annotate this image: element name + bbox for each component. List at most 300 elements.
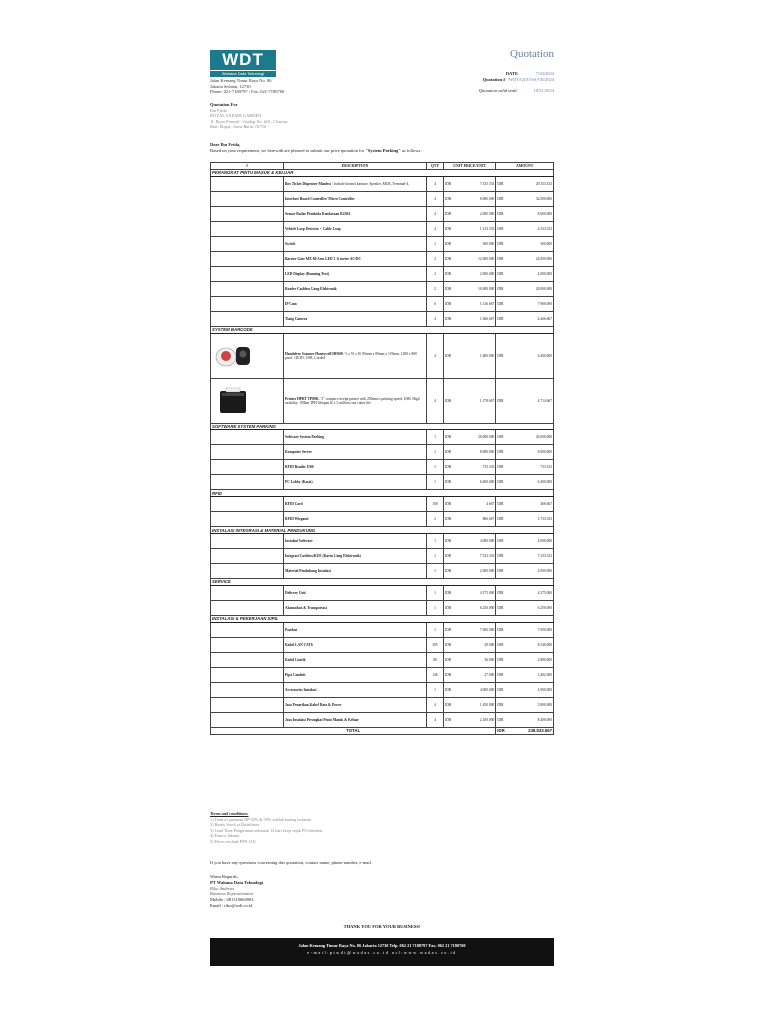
item-amount: 2.880.000	[508, 652, 553, 667]
quotation-meta	[434, 71, 554, 94]
section-row	[211, 490, 554, 497]
section-row	[211, 527, 554, 534]
price-currency: IDR	[444, 251, 457, 266]
table-row	[211, 682, 554, 697]
item-description	[284, 191, 427, 206]
item-description	[284, 497, 427, 512]
amount-currency: IDR	[496, 206, 509, 221]
table-row	[211, 667, 554, 682]
amount-currency: IDR	[496, 637, 509, 652]
amount-currency: IDR	[496, 622, 509, 637]
item-qty: 6	[427, 296, 444, 311]
price-currency: IDR	[444, 266, 457, 281]
item-name: RFID Card	[285, 502, 303, 507]
table-row	[211, 251, 554, 266]
amount-currency: IDR	[496, 445, 509, 460]
table-row	[211, 497, 554, 512]
item-description	[284, 475, 427, 490]
item-image-cell	[211, 251, 284, 266]
item-unit-price: 4.375.000	[456, 585, 496, 600]
table-row	[211, 533, 554, 548]
item-name: PC Lobby (Kasir)	[285, 480, 313, 485]
price-currency: IDR	[444, 563, 457, 578]
item-description	[284, 206, 427, 221]
item-amount: 4.000.000	[508, 266, 553, 281]
price-currency: IDR	[444, 622, 457, 637]
item-unit-price: 866.667	[456, 512, 496, 527]
items-table	[210, 162, 554, 735]
item-name: RFID Reader USB	[285, 465, 314, 470]
item-unit-price: 27.000	[456, 667, 496, 682]
item-amount: 24.000.000	[508, 251, 553, 266]
amount-currency: IDR	[496, 712, 509, 727]
table-row	[211, 697, 554, 712]
table-row	[211, 296, 554, 311]
item-unit-price: 7.333.333	[456, 176, 496, 191]
item-image-cell	[211, 333, 284, 378]
item-unit-price: 6.400.000	[456, 475, 496, 490]
item-name: Kabel Listrik	[285, 657, 306, 662]
item-image-cell	[211, 430, 284, 445]
item-amount: 2.000.000	[508, 563, 553, 578]
logo-mark: WDT	[210, 50, 276, 70]
regards-line: Warm Regards,	[210, 874, 238, 879]
price-currency: IDR	[444, 712, 457, 727]
footer-address: Jalan Kemang Timur Raya No. 86 Jakarta 12730 Telp. 062 21 7180797 Fax. 062 21 7180760	[298, 943, 466, 948]
amount-currency: IDR	[496, 600, 509, 615]
item-description	[284, 176, 427, 191]
price-currency: IDR	[444, 600, 457, 615]
signer-name: Riko Andreas	[210, 885, 235, 891]
terms-line: 5) Prices exclude PPN 11%	[210, 838, 257, 844]
table-row	[211, 445, 554, 460]
quotation-for-label: Quotation For	[210, 102, 238, 107]
item-description	[284, 296, 427, 311]
amount-currency: IDR	[496, 296, 509, 311]
item-qty: 4	[427, 191, 444, 206]
item-image-cell	[211, 682, 284, 697]
amount-currency: IDR	[496, 548, 509, 563]
item-image-cell	[211, 281, 284, 296]
item-name: Interface Board Controller/ Micro Controller	[285, 196, 355, 201]
item-amount: 8.540.000	[508, 637, 553, 652]
company-address	[210, 78, 284, 95]
price-currency: IDR	[444, 221, 457, 236]
item-unit-price: 2.000.000	[456, 563, 496, 578]
item-amount: 8.000.000	[508, 445, 553, 460]
item-amount: 20.000.000	[508, 281, 553, 296]
date-value: 7/30/2024	[535, 71, 554, 76]
item-name: LED Display (Running Text)	[285, 271, 330, 276]
item-amount: 32.000.000	[508, 191, 553, 206]
amount-currency: IDR	[496, 460, 509, 475]
item-image-cell	[211, 378, 284, 423]
item-image-cell	[211, 445, 284, 460]
contact-note: If you have any questions concerning this quotation, contact name, phone number, e-mail.	[210, 860, 373, 865]
item-qty: 126	[427, 667, 444, 682]
item-qty: 1	[427, 600, 444, 615]
amount-currency: IDR	[496, 585, 509, 600]
item-qty: 1	[427, 585, 444, 600]
item-name: Software System Parking	[285, 435, 324, 440]
item-qty: 1	[427, 430, 444, 445]
item-qty: 305	[427, 637, 444, 652]
item-image-cell	[211, 296, 284, 311]
item-qty: 1	[427, 563, 444, 578]
item-image-cell	[211, 497, 284, 512]
price-currency: IDR	[444, 191, 457, 206]
item-amount: 8.400.000	[508, 712, 553, 727]
terms-line: 1) Term of payment DP 50% & 50% setelah barang terkirim	[210, 816, 311, 822]
item-detail: / L x W x H: 85mm x 89mm x 119mm, 1280 x 800 pixel, 1D/2D, USB, Corded	[285, 351, 417, 360]
valid-until-label: Quotation valid until:	[478, 88, 518, 94]
terms-line: 2) Ready Stock at Distributor	[210, 822, 260, 827]
item-name: Komputer Server	[285, 450, 312, 455]
item-name: Pondasi	[285, 627, 298, 632]
item-unit-price: 2.100.000	[456, 712, 496, 727]
table-row	[211, 563, 554, 578]
greeting-block	[210, 142, 421, 153]
item-description	[284, 221, 427, 236]
date-label: DATE	[505, 71, 518, 76]
section-title: PERANGKAT PINTU MASUK & KELUAR	[211, 170, 554, 177]
item-qty: 1	[427, 236, 444, 251]
item-name: Instalasi Software	[285, 538, 313, 543]
item-qty: 1	[427, 460, 444, 475]
item-name: Pipa Conduit	[285, 672, 306, 677]
item-unit-price: 300.000	[456, 236, 496, 251]
total-currency: IDR	[496, 727, 509, 734]
company-name: PT Wahana Data Teknologi	[210, 879, 263, 885]
item-qty: 100	[427, 497, 444, 512]
amount-currency: IDR	[496, 533, 509, 548]
price-currency: IDR	[444, 497, 457, 512]
section-row	[211, 326, 554, 333]
item-qty: 1	[427, 548, 444, 563]
amount-currency: IDR	[496, 652, 509, 667]
item-amount: 4.375.000	[508, 585, 553, 600]
signer-role: Business Representative	[210, 891, 254, 897]
item-description	[284, 460, 427, 475]
section-title: SYSTEM BARCODE	[211, 326, 554, 333]
price-currency: IDR	[444, 697, 457, 712]
footer-bar	[210, 938, 554, 966]
item-description	[284, 563, 427, 578]
amount-currency: IDR	[496, 497, 509, 512]
item-description	[284, 281, 427, 296]
item-amount: 7.000.000	[508, 622, 553, 637]
table-row	[211, 652, 554, 667]
item-amount: 733.333	[508, 460, 553, 475]
item-amount: 3.402.000	[508, 667, 553, 682]
item-unit-price: 1.178.667	[456, 378, 496, 423]
item-description	[284, 236, 427, 251]
item-name: Box Ticket Dispenser Manless	[285, 181, 332, 186]
item-image-cell	[211, 475, 284, 490]
signer-mobile: Mobile : 081310664903	[210, 897, 254, 903]
amount-currency: IDR	[496, 266, 509, 281]
intro-project: "System Parking"	[365, 147, 401, 153]
amount-currency: IDR	[496, 475, 509, 490]
item-amount: 1.733.333	[508, 512, 553, 527]
item-image-cell	[211, 206, 284, 221]
amount-currency: IDR	[496, 281, 509, 296]
item-description	[284, 333, 427, 378]
item-name: Akomodasi & Transportasi	[285, 605, 327, 610]
quotation-number-value: /WDT/QUO/SS/VII/2024	[507, 76, 554, 82]
item-unit-price: 1.133.333	[456, 221, 496, 236]
item-amount: 7.333.333	[508, 548, 553, 563]
item-name: Reader Cashless Uang Elektronik	[285, 286, 337, 291]
item-name: Barrier Gate MX-60 Arm LED 3 -6 meter AC/DC	[285, 256, 362, 261]
item-name: Jasa Penarikan Kabel Data & Power	[285, 702, 342, 707]
col-header-unit-price: UNIT PRICE/UNIT	[444, 163, 496, 170]
col-header-amount: AMOUNT	[496, 163, 554, 170]
item-image-cell	[211, 266, 284, 281]
item-detail: / 3" compact receipt printer with 250mm/s printing speed, USB. High usability: 100km TPH lifespan & 1.5 million cuts cutter life	[285, 396, 420, 405]
amount-currency: IDR	[496, 333, 509, 378]
item-unit-price: 1.600.000	[456, 333, 496, 378]
item-description	[284, 266, 427, 281]
amount-currency: IDR	[496, 512, 509, 527]
table-row	[211, 512, 554, 527]
price-currency: IDR	[444, 460, 457, 475]
item-qty: 1	[427, 622, 444, 637]
item-qty: 4	[427, 378, 444, 423]
table-row	[211, 430, 554, 445]
item-name: Accessories Instalasi	[285, 687, 317, 692]
item-description	[284, 430, 427, 445]
item-description	[284, 445, 427, 460]
price-currency: IDR	[444, 206, 457, 221]
item-unit-price: 2.000.000	[456, 266, 496, 281]
table-row	[211, 266, 554, 281]
item-amount: 8.000.000	[508, 206, 553, 221]
item-image-cell	[211, 548, 284, 563]
item-description	[284, 311, 427, 326]
amount-currency: IDR	[496, 563, 509, 578]
price-currency: IDR	[444, 512, 457, 527]
item-image-cell	[211, 622, 284, 637]
intro-text	[210, 148, 421, 154]
item-qty: 1	[427, 475, 444, 490]
price-currency: IDR	[444, 296, 457, 311]
col-header-description: DESCRIPTION	[284, 163, 427, 170]
table-row	[211, 176, 554, 191]
amount-currency: IDR	[496, 221, 509, 236]
item-description	[284, 652, 427, 667]
item-image-cell	[211, 512, 284, 527]
printer-image	[212, 387, 254, 415]
price-currency: IDR	[444, 667, 457, 682]
item-amount: 4.714.667	[508, 378, 553, 423]
item-image-cell	[211, 176, 284, 191]
address-line: Jalan Kemang Timur Raya No. 86	[210, 78, 272, 83]
item-image-cell	[211, 697, 284, 712]
item-qty: 1	[427, 533, 444, 548]
amount-currency: IDR	[496, 251, 509, 266]
item-image-cell	[211, 221, 284, 236]
logo-tagline: Wahana Data Teknologi	[210, 71, 276, 77]
greeting: Dear Ibu Frida,	[210, 142, 241, 147]
item-description	[284, 622, 427, 637]
amount-currency: IDR	[496, 236, 509, 251]
scanner-image	[212, 343, 254, 369]
table-row	[211, 378, 554, 423]
client-line: ROYAL SAFARI GARDEN	[210, 113, 262, 119]
table-row	[211, 637, 554, 652]
item-unit-price: 8.000.000	[456, 191, 496, 206]
item-unit-price: 6.250.000	[456, 600, 496, 615]
item-qty: 1	[427, 682, 444, 697]
amount-currency: IDR	[496, 191, 509, 206]
price-currency: IDR	[444, 548, 457, 563]
intro-prefix: Based on your requirement, we herewith are pleased to submit our price quotation for	[210, 147, 366, 153]
price-currency: IDR	[444, 637, 457, 652]
item-name: Material Pendukung Instalasi	[285, 568, 331, 573]
price-currency: IDR	[444, 236, 457, 251]
terms-line: 3) Lead Time Pengiriman sekitaran 14 hari kerja sejak PO diterima	[210, 827, 323, 833]
company-logo	[210, 50, 276, 78]
item-name: RFID Wiegand	[285, 517, 309, 522]
section-title: INSTALASI INTEGRASI & MATERIAL PENDUKUNG	[211, 527, 554, 534]
item-qty: 4	[427, 712, 444, 727]
signer-email: Email : riko@wdt.co.id	[210, 902, 253, 908]
item-unit-price: 4.900.000	[456, 682, 496, 697]
item-unit-price: 2.000.000	[456, 206, 496, 221]
price-currency: IDR	[444, 652, 457, 667]
item-amount: 300.000	[508, 236, 553, 251]
table-row	[211, 191, 554, 206]
item-name: Tiang Camera	[285, 316, 308, 321]
item-qty: 4	[427, 176, 444, 191]
amount-currency: IDR	[496, 430, 509, 445]
item-unit-price: 10.000.000	[456, 281, 496, 296]
amount-currency: IDR	[496, 697, 509, 712]
item-amount: 4.900.000	[508, 682, 553, 697]
table-row	[211, 460, 554, 475]
item-description	[284, 682, 427, 697]
table-row	[211, 333, 554, 378]
item-image-cell	[211, 533, 284, 548]
price-currency: IDR	[444, 311, 457, 326]
quotation-number-label: Quotation #	[482, 76, 506, 82]
item-unit-price: 20.000.000	[456, 430, 496, 445]
price-currency: IDR	[444, 281, 457, 296]
item-image-cell	[211, 712, 284, 727]
item-amount: 4.266.667	[508, 311, 553, 326]
price-currency: IDR	[444, 176, 457, 191]
section-row	[211, 615, 554, 622]
price-currency: IDR	[444, 333, 457, 378]
table-row	[211, 585, 554, 600]
table-row	[211, 622, 554, 637]
item-qty: 1	[427, 445, 444, 460]
item-unit-price: 4.000.000	[456, 533, 496, 548]
item-description	[284, 251, 427, 266]
item-image-cell	[211, 637, 284, 652]
item-unit-price: 1.066.667	[456, 311, 496, 326]
section-title: SOFTWARE SYSTEM PARKING	[211, 423, 554, 430]
thank-you-line: THANK YOU FOR YOUR BUSINESS!	[343, 924, 421, 929]
table-row	[211, 311, 554, 326]
item-unit-price: 4.667	[456, 497, 496, 512]
item-unit-price: 7.333.333	[456, 548, 496, 563]
item-unit-price: 8.000.000	[456, 445, 496, 460]
item-description	[284, 548, 427, 563]
item-qty: 2	[427, 512, 444, 527]
table-row	[211, 221, 554, 236]
item-image-cell	[211, 652, 284, 667]
price-currency: IDR	[444, 378, 457, 423]
item-image-cell	[211, 191, 284, 206]
item-qty: 4	[427, 206, 444, 221]
item-name: Delivery Unit	[285, 590, 306, 595]
footer-contact: e-mail:ptwdt@wadas.co.id url:www.wadas.co.id	[307, 950, 457, 955]
valid-until-value: 10/31/2024	[533, 88, 554, 94]
item-amount: 7.900.000	[508, 296, 553, 311]
item-amount: 4.533.333	[508, 221, 553, 236]
total-value: 238.533.667	[508, 727, 553, 734]
item-qty: 4	[427, 697, 444, 712]
terms-heading: Terms and conditions:	[210, 811, 249, 816]
item-description	[284, 585, 427, 600]
item-image-cell	[211, 460, 284, 475]
item-description	[284, 637, 427, 652]
item-amount: 29.333.333	[508, 176, 553, 191]
price-currency: IDR	[444, 682, 457, 697]
item-name: IP Cam	[285, 301, 297, 306]
item-description	[284, 378, 427, 423]
total-label: TOTAL	[211, 727, 496, 734]
item-unit-price: 1.316.667	[456, 296, 496, 311]
client-line: Ibu Frida	[210, 107, 227, 113]
item-description	[284, 712, 427, 727]
signature-block	[210, 874, 263, 909]
address-line: Jakarta Selatan, 12730	[210, 83, 251, 89]
item-image-cell	[211, 585, 284, 600]
item-image-cell	[211, 600, 284, 615]
item-name: Handsfree Scanner Honeywell HF600	[285, 351, 343, 356]
item-qty: 2	[427, 281, 444, 296]
terms-and-conditions	[210, 811, 322, 844]
item-detail: / Include kontrol kartune, Speaker, MCB, Terminal-4,	[331, 181, 410, 186]
section-title: INSTALASI & PEKERJAAN SIPIL	[211, 615, 554, 622]
price-currency: IDR	[444, 533, 457, 548]
price-currency: IDR	[444, 585, 457, 600]
total-row	[211, 727, 554, 734]
section-title: RFID	[211, 490, 554, 497]
price-currency: IDR	[444, 445, 457, 460]
amount-currency: IDR	[496, 682, 509, 697]
item-image-cell	[211, 563, 284, 578]
item-name: Vehicle Loop Detector + Cable Loop	[285, 226, 341, 231]
item-amount: 5.800.000	[508, 697, 553, 712]
section-row	[211, 423, 554, 430]
amount-currency: IDR	[496, 176, 509, 191]
item-unit-price: 36.000	[456, 652, 496, 667]
item-amount: 6.250.000	[508, 600, 553, 615]
amount-currency: IDR	[496, 378, 509, 423]
document-title: Quotation	[510, 48, 554, 60]
item-amount: 6.400.000	[508, 475, 553, 490]
intro-suffix: as follows.	[400, 147, 422, 153]
amount-currency: IDR	[496, 667, 509, 682]
item-unit-price: 28.000	[456, 637, 496, 652]
table-row	[211, 281, 554, 296]
item-qty: 4	[427, 221, 444, 236]
item-image-cell	[211, 311, 284, 326]
